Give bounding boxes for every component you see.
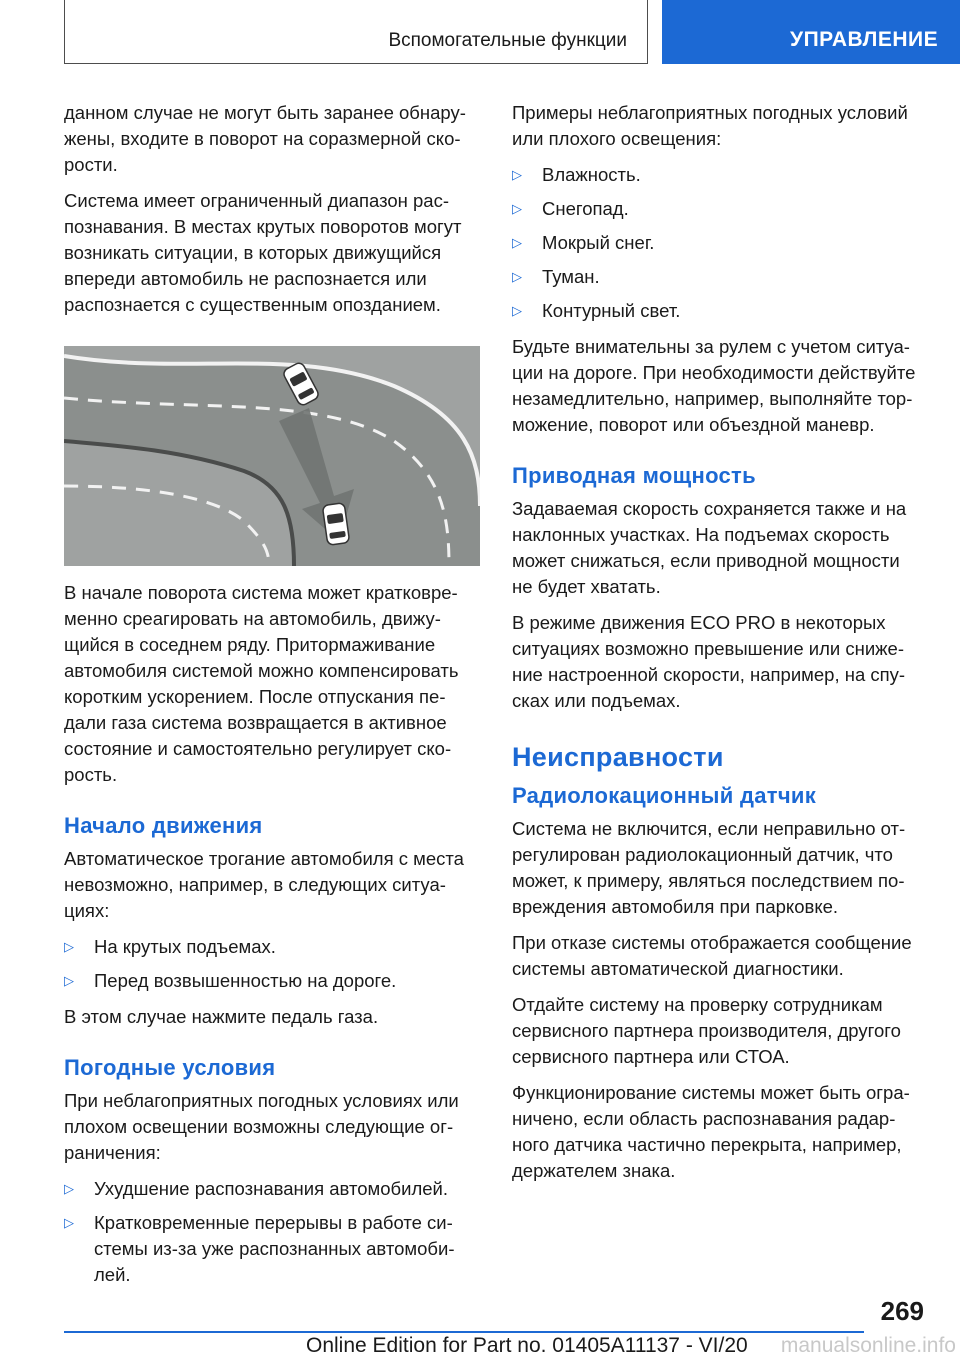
heading-weather: Погодные условия <box>64 1055 276 1080</box>
paragraph: Задаваемая скорость сохраняется также и на наклонных участках. На подъемах скорость может снижаться, если приводной мощности не будет хватать. <box>512 498 907 597</box>
paragraph: Будьте внимательны за рулем с учетом ситуа-ции на дороге. При необходимости действуйте незамедлительно, например, выполняйте тор-можение, поворот или объездной маневр. <box>512 336 916 435</box>
list-weather <box>64 1176 476 1288</box>
paragraph: В этом случае нажмите педаль газа. <box>64 1006 379 1027</box>
paragraph: данном случае не могут быть заранее обнару-жены, входите в поворот на соразмерной ско-рости. <box>64 102 466 175</box>
triangle-bullet-icon: ▷ <box>512 235 522 250</box>
triangle-bullet-icon: ▷ <box>64 939 74 954</box>
list-item: ▷ Кратковременные перерывы в работе си-стемы из-за уже распознанных автомоби-лей. <box>64 1212 455 1285</box>
curve-illustration <box>64 346 480 566</box>
list-item: ▷ Снегопад. <box>512 198 629 219</box>
list-item: ▷ Влажность. <box>512 164 641 185</box>
header-section-title: Вспомогательные функции <box>388 30 627 51</box>
heading-power: Приводная мощность <box>512 463 756 488</box>
list-item: ▷ На крутых подъемах. <box>64 936 276 957</box>
car-ego <box>322 503 349 546</box>
left-column <box>64 100 476 1298</box>
list-item: ▷ Ухудшение распознавания автомобилей. <box>64 1178 449 1199</box>
paragraph: В начале поворота система может кратковре-менно среагировать на автомобиль, движу-щийся в соседнем ряду. Притормаживание автомобиля системой можно компенсировать коротким ускорением. После отпускания пе-дали газа система возвращается в активное состояние и самостоятельно регулирует ско-рость. <box>64 582 459 785</box>
paragraph: Функционирование системы может быть огра-ничено, если область распознавания радар-ного датчика частично перекрыта, например, держателем знака. <box>512 1082 910 1181</box>
triangle-bullet-icon: ▷ <box>512 269 522 284</box>
list-item: ▷ Перед возвышенностью на дороге. <box>64 970 397 991</box>
paragraph: Автоматическое трогание автомобиля с места невозможно, например, в следующих ситуа-циях: <box>64 848 464 921</box>
paragraph: Система не включится, если неправильно от-регулирован радиолокационный датчик, что может, к примеру, являться последствием по-вреждения автомобиля при парковке. <box>512 818 906 917</box>
heading-faults: Неисправности <box>512 742 724 772</box>
heading-start: Начало движения <box>64 813 263 838</box>
paragraph: Примеры неблагоприятных погодных условий или плохого освещения: <box>512 102 908 149</box>
paragraph: При отказе системы отображается сообщение системы автоматической диагностики. <box>512 932 912 979</box>
watermark: manualsonline.info <box>780 1334 956 1357</box>
triangle-bullet-icon: ▷ <box>64 973 74 988</box>
footer-edition: Online Edition for Part no. 01405A11137 - VI/20 <box>306 1334 748 1357</box>
header-box <box>64 0 648 64</box>
list-conditions <box>512 162 924 324</box>
list-item: ▷ Мокрый снег. <box>512 232 655 253</box>
triangle-bullet-icon: ▷ <box>512 201 522 216</box>
list-item: ▷ Контурный свет. <box>512 300 681 321</box>
triangle-bullet-icon: ▷ <box>512 303 522 318</box>
triangle-bullet-icon: ▷ <box>64 1181 74 1196</box>
paragraph: Отдайте систему на проверку сотрудникам сервисного партнера производителя, другого сервисного партнера или СТОА. <box>512 994 901 1067</box>
triangle-bullet-icon: ▷ <box>512 167 522 182</box>
header-chapter-tab: УПРАВЛЕНИЕ <box>662 0 960 64</box>
paragraph: При неблагоприятных погодных условиях или плохом освещении возможны следующие ог-раничения: <box>64 1090 459 1163</box>
heading-radar: Радиолокационный датчик <box>512 783 817 808</box>
paragraph: В режиме движения ECO PRO в некоторых ситуациях возможно превышение или сниже-ние настроенной скорости, например, на спу-сках или подъемах. <box>512 612 906 711</box>
list-item: ▷ Туман. <box>512 266 600 287</box>
paragraph: Система имеет ограниченный диапазон рас-познавания. В местах крутых поворотов могут возникать ситуации, в которых движущийся впереди автомобиль не распознается или распознается с существенным опозданием. <box>64 190 462 315</box>
right-column <box>512 100 924 1194</box>
footer-divider <box>64 1331 864 1333</box>
triangle-bullet-icon: ▷ <box>64 1215 74 1230</box>
page-number: 269 <box>880 1296 924 1326</box>
list-start <box>64 934 476 994</box>
